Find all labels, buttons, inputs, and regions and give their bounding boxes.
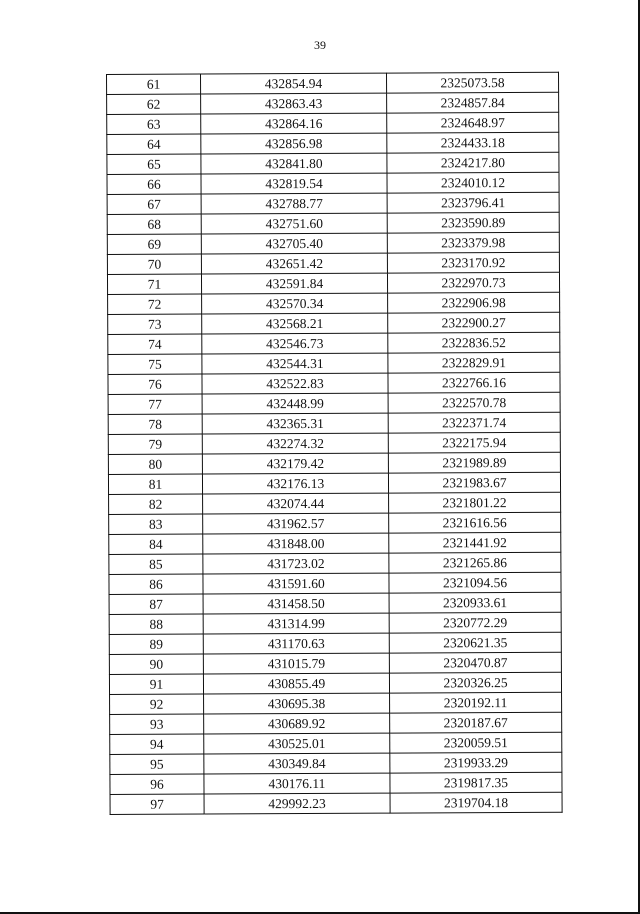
point-number-cell: 76 (108, 374, 202, 394)
point-number-cell: 93 (110, 714, 204, 734)
point-number-cell: 70 (107, 254, 201, 274)
table-row (108, 372, 560, 394)
y-coordinate-cell: 2322829.91 (388, 352, 560, 373)
y-coordinate-cell: 2319704.18 (390, 792, 562, 813)
table-row (109, 492, 561, 514)
x-coordinate-cell: 432705.40 (201, 233, 387, 254)
x-coordinate-cell: 432544.31 (202, 353, 388, 374)
table-row (110, 692, 562, 714)
x-coordinate-cell: 432651.42 (201, 253, 387, 274)
table-row (107, 92, 559, 114)
table-row (107, 152, 559, 174)
y-coordinate-cell: 2325073.58 (386, 72, 558, 93)
point-number-cell: 78 (108, 414, 202, 434)
x-coordinate-cell: 432856.98 (201, 133, 387, 154)
table-row (108, 432, 560, 454)
coordinate-table-container (106, 72, 562, 815)
table-row (107, 72, 559, 94)
table-row (108, 452, 560, 474)
point-number-cell: 94 (110, 734, 204, 754)
table-row (107, 272, 559, 294)
table-row (109, 512, 561, 534)
table-row (107, 212, 559, 234)
x-coordinate-cell: 431848.00 (203, 533, 389, 554)
x-coordinate-cell: 431723.02 (203, 553, 389, 574)
y-coordinate-cell: 2322836.52 (388, 332, 560, 353)
table-row (108, 312, 560, 334)
y-coordinate-cell: 2321983.67 (388, 472, 560, 493)
x-coordinate-cell: 431591.60 (203, 573, 389, 594)
x-coordinate-cell: 430525.01 (204, 733, 390, 754)
point-number-cell: 86 (109, 574, 203, 594)
table-row (110, 732, 562, 754)
x-coordinate-cell: 432365.31 (202, 413, 388, 434)
y-coordinate-cell: 2319933.29 (390, 752, 562, 773)
y-coordinate-cell: 2322175.94 (388, 432, 560, 453)
y-coordinate-cell: 2323379.98 (387, 232, 559, 253)
table-row (107, 172, 559, 194)
x-coordinate-cell: 432863.43 (201, 93, 387, 114)
point-number-cell: 92 (110, 694, 204, 714)
y-coordinate-cell: 2324217.80 (387, 152, 559, 173)
y-coordinate-cell: 2320187.67 (390, 712, 562, 733)
table-row (108, 392, 560, 414)
x-coordinate-cell: 432176.13 (202, 473, 388, 494)
x-coordinate-cell: 432546.73 (202, 333, 388, 354)
point-number-cell: 91 (109, 674, 203, 694)
point-number-cell: 75 (108, 354, 202, 374)
x-coordinate-cell: 432841.80 (201, 153, 387, 174)
x-coordinate-cell: 430176.11 (204, 773, 390, 794)
y-coordinate-cell: 2323170.92 (387, 252, 559, 273)
table-row (110, 752, 562, 774)
x-coordinate-cell: 430689.92 (204, 713, 390, 734)
y-coordinate-cell: 2321616.56 (389, 512, 561, 533)
point-number-cell: 83 (109, 514, 203, 534)
y-coordinate-cell: 2321441.92 (389, 532, 561, 553)
y-coordinate-cell: 2321094.56 (389, 572, 561, 593)
x-coordinate-cell: 432788.77 (201, 193, 387, 214)
point-number-cell: 97 (110, 794, 204, 814)
y-coordinate-cell: 2320621.35 (389, 632, 561, 653)
y-coordinate-cell: 2322766.16 (388, 372, 560, 393)
point-number-cell: 71 (107, 274, 201, 294)
point-number-cell: 67 (107, 194, 201, 214)
x-coordinate-cell: 431314.99 (203, 613, 389, 634)
x-coordinate-cell: 432570.34 (202, 293, 388, 314)
point-number-cell: 73 (108, 314, 202, 334)
table-row (110, 792, 562, 814)
x-coordinate-cell: 432591.84 (201, 273, 387, 294)
x-coordinate-cell: 431962.57 (203, 513, 389, 534)
y-coordinate-cell: 2321801.22 (389, 492, 561, 513)
y-coordinate-cell: 2323796.41 (387, 192, 559, 213)
x-coordinate-cell: 432819.54 (201, 173, 387, 194)
x-coordinate-cell: 432448.99 (202, 393, 388, 414)
table-row (108, 292, 560, 314)
y-coordinate-cell: 2322371.74 (388, 412, 560, 433)
y-coordinate-cell: 2324433.18 (387, 132, 559, 153)
point-number-cell: 90 (109, 654, 203, 674)
point-number-cell: 69 (107, 234, 201, 254)
y-coordinate-cell: 2322900.27 (388, 312, 560, 333)
point-number-cell: 65 (107, 154, 201, 174)
table-row (109, 652, 561, 674)
x-coordinate-cell: 430855.49 (203, 673, 389, 694)
table-row (107, 232, 559, 254)
table-row (109, 672, 561, 694)
table-row (110, 772, 562, 794)
y-coordinate-cell: 2320192.11 (390, 692, 562, 713)
x-coordinate-cell: 431170.63 (203, 633, 389, 654)
point-number-cell: 63 (107, 114, 201, 134)
coordinate-table-body (107, 72, 563, 814)
point-number-cell: 80 (108, 454, 202, 474)
point-number-cell: 77 (108, 394, 202, 414)
x-coordinate-cell: 431015.79 (203, 653, 389, 674)
table-row (109, 572, 561, 594)
y-coordinate-cell: 2322970.73 (387, 272, 559, 293)
x-coordinate-cell: 432179.42 (202, 453, 388, 474)
table-row (108, 352, 560, 374)
x-coordinate-cell: 432568.21 (202, 313, 388, 334)
table-row (107, 192, 559, 214)
y-coordinate-cell: 2320933.61 (389, 592, 561, 613)
y-coordinate-cell: 2320470.87 (389, 652, 561, 673)
table-row (109, 532, 561, 554)
point-number-cell: 81 (108, 474, 202, 494)
point-number-cell: 74 (108, 334, 202, 354)
point-number-cell: 82 (109, 494, 203, 514)
table-row (108, 472, 560, 494)
y-coordinate-cell: 2322570.78 (388, 392, 560, 413)
y-coordinate-cell: 2322906.98 (388, 292, 560, 313)
x-coordinate-cell: 430349.84 (204, 753, 390, 774)
point-number-cell: 84 (109, 534, 203, 554)
x-coordinate-cell: 432074.44 (203, 493, 389, 514)
table-row (109, 552, 561, 574)
y-coordinate-cell: 2321265.86 (389, 552, 561, 573)
y-coordinate-cell: 2321989.89 (388, 452, 560, 473)
y-coordinate-cell: 2320772.29 (389, 612, 561, 633)
table-row (108, 412, 560, 434)
y-coordinate-cell: 2324648.97 (387, 112, 559, 133)
table-row (109, 592, 561, 614)
point-number-cell: 96 (110, 774, 204, 794)
x-coordinate-cell: 429992.23 (204, 793, 390, 814)
y-coordinate-cell: 2319817.35 (390, 772, 562, 793)
point-number-cell: 66 (107, 174, 201, 194)
table-row (110, 712, 562, 734)
x-coordinate-cell: 432274.32 (202, 433, 388, 454)
x-coordinate-cell: 431458.50 (203, 593, 389, 614)
point-number-cell: 88 (109, 614, 203, 634)
page-number: 39 (314, 38, 326, 52)
x-coordinate-cell: 432522.83 (202, 373, 388, 394)
point-number-cell: 87 (109, 594, 203, 614)
y-coordinate-cell: 2324010.12 (387, 172, 559, 193)
table-row (107, 252, 559, 274)
y-coordinate-cell: 2320326.25 (389, 672, 561, 693)
table-row (108, 332, 560, 354)
x-coordinate-cell: 432751.60 (201, 213, 387, 234)
y-coordinate-cell: 2324857.84 (387, 92, 559, 113)
point-number-cell: 61 (107, 74, 201, 94)
table-row (107, 112, 559, 134)
table-row (109, 612, 561, 634)
coordinate-table (106, 72, 563, 815)
point-number-cell: 72 (108, 294, 202, 314)
point-number-cell: 89 (109, 634, 203, 654)
point-number-cell: 95 (110, 754, 204, 774)
y-coordinate-cell: 2320059.51 (390, 732, 562, 753)
point-number-cell: 64 (107, 134, 201, 154)
point-number-cell: 62 (107, 94, 201, 114)
point-number-cell: 85 (109, 554, 203, 574)
point-number-cell: 79 (108, 434, 202, 454)
x-coordinate-cell: 432864.16 (201, 113, 387, 134)
x-coordinate-cell: 432854.94 (201, 73, 387, 94)
x-coordinate-cell: 430695.38 (204, 693, 390, 714)
table-row (109, 632, 561, 654)
point-number-cell: 68 (107, 214, 201, 234)
y-coordinate-cell: 2323590.89 (387, 212, 559, 233)
table-row (107, 132, 559, 154)
